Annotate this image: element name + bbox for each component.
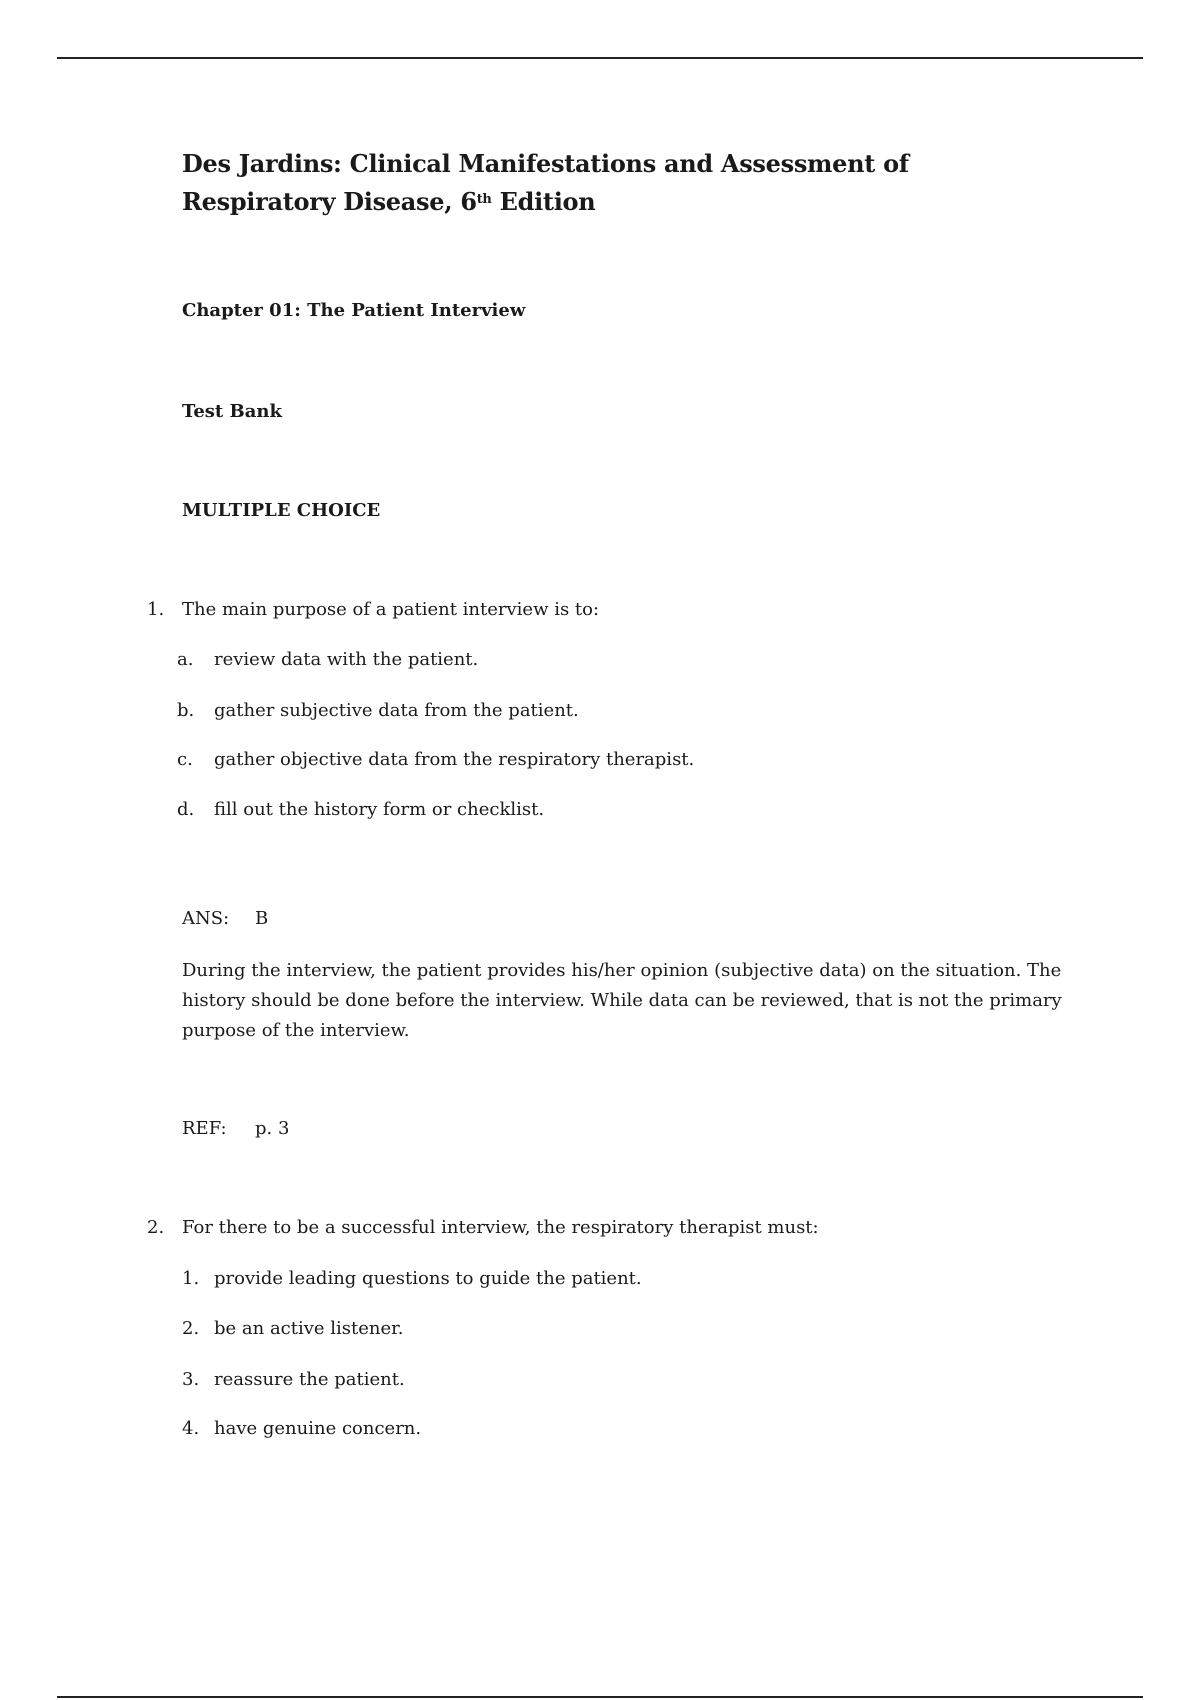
option-4: [182, 1416, 421, 1442]
option-number: 2.: [182, 1318, 200, 1339]
section-heading: MULTIPLE CHOICE: [182, 500, 381, 521]
option-text: have genuine concern.: [214, 1418, 422, 1439]
option-letter: a.: [177, 649, 194, 670]
title-superscript: th: [476, 192, 492, 207]
title-end: Edition: [491, 187, 596, 216]
option-text: reassure the patient.: [214, 1369, 405, 1390]
answer-value: B: [255, 908, 269, 929]
question-number: 1.: [147, 599, 165, 620]
question-2: [147, 1215, 819, 1241]
option-text: gather subjective data from the patient.: [214, 700, 579, 721]
test-bank-heading: Test Bank: [182, 401, 282, 422]
title-main: Des Jardins: Clinical Manifestations and Assessment of Respiratory Disease, 6: [182, 149, 909, 216]
option-letter: b.: [177, 700, 195, 721]
reference-label: REF:: [182, 1118, 227, 1139]
option-b: [177, 698, 579, 724]
question-text: The main purpose of a patient interview is to:: [182, 599, 600, 620]
option-number: 3.: [182, 1369, 200, 1390]
reference-line: [182, 1116, 289, 1142]
option-1: [182, 1266, 642, 1292]
document-title: [182, 145, 1062, 221]
question-number: 2.: [147, 1217, 165, 1238]
top-rule: [57, 57, 1143, 59]
option-d: [177, 797, 544, 823]
chapter-heading: Chapter 01: The Patient Interview: [182, 300, 526, 321]
option-text: provide leading questions to guide the patient.: [214, 1268, 642, 1289]
question-text: For there to be a successful interview, the respiratory therapist must:: [182, 1217, 819, 1238]
option-c: [177, 747, 694, 773]
option-2: [182, 1316, 404, 1342]
reference-value: p. 3: [255, 1118, 290, 1139]
answer-line: [182, 906, 268, 932]
bottom-rule: [57, 1696, 1143, 1698]
option-text: review data with the patient.: [214, 649, 479, 670]
answer-label: ANS:: [182, 908, 230, 929]
option-number: 1.: [182, 1268, 200, 1289]
option-text: gather objective data from the respiratory therapist.: [214, 749, 695, 770]
option-text: fill out the history form or checklist.: [214, 799, 545, 820]
option-number: 4.: [182, 1418, 200, 1439]
rationale-text: During the interview, the patient provides his/her opinion (subjective data) on the situation. The history should be done before the interview. While data can be reviewed, that is not the primary purpose of the interview.: [182, 960, 1062, 1041]
option-letter: d.: [177, 799, 195, 820]
option-letter: c.: [177, 749, 193, 770]
option-text: be an active listener.: [214, 1318, 404, 1339]
option-3: [182, 1367, 405, 1393]
option-a: [177, 647, 478, 673]
question-1: [147, 597, 599, 623]
